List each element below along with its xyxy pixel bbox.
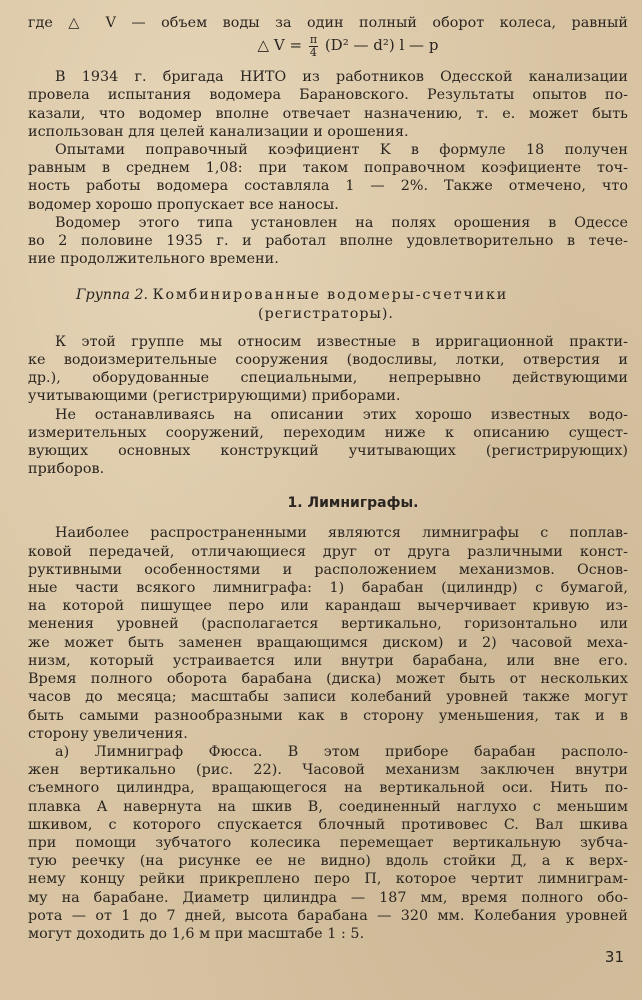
text-line: съемного цилиндра, вращающегося на вертикальной оси. Нить по- bbox=[28, 780, 628, 797]
text-line: водомер хорошо пропускает все наносы. bbox=[28, 196, 339, 213]
paragraph bbox=[28, 214, 628, 269]
group-title bbox=[28, 286, 628, 304]
text-line: провела испытания водомера Барановского. Результаты опытов по- bbox=[28, 87, 628, 104]
text-line: др.), оборудованные специальными, непрерывно действующими bbox=[28, 370, 628, 387]
text-line: ность работы водомера составляла 1 — 2%. Также отмечено, что bbox=[28, 178, 628, 195]
text-line: на которой пишущее перо или карандаш вычерчивает кривую из- bbox=[28, 598, 628, 615]
text-line: нему концу рейки прикреплено перо П, которое чертит лимниграм- bbox=[28, 871, 628, 888]
paragraph bbox=[28, 333, 628, 406]
text-line: вующих основных конструкций учитывающих (регистрирующих) bbox=[28, 443, 628, 460]
text-line: могут доходить до 1,6 м при масштабе 1 : 5. bbox=[28, 925, 365, 942]
text-line: менения уровней (располагается вертикально, горизонтально или bbox=[28, 616, 628, 633]
text-line: К этой группе мы относим известные в ирригационной практи- bbox=[55, 333, 628, 350]
section-heading: 1. Лимниграфы. bbox=[287, 495, 419, 512]
text-line: Время полного оборота барабана (диска) может быть от нескольких bbox=[28, 671, 628, 688]
text-line: му на барабане. Диаметр цилиндра — 187 мм, время полного обо- bbox=[28, 889, 628, 906]
formula-fraction bbox=[309, 34, 318, 59]
group-title-continuation: (регистраторы). bbox=[258, 305, 394, 322]
text-line: во 2 половине 1935 г. и работал вполне удовлетворительно в тече- bbox=[28, 233, 628, 250]
paragraph bbox=[28, 524, 628, 742]
group-label: Группа 2. bbox=[76, 287, 149, 304]
text-line bbox=[28, 743, 628, 761]
text-line: шкивом, с которого спускается блочный противовес C. Вал шкива bbox=[28, 816, 628, 833]
fraction-denominator: 4 bbox=[309, 45, 317, 59]
text-line: Опытами поправочный коэфициент K в формуле 18 получен bbox=[55, 142, 628, 159]
text-line: же может быть заменен вращающимся диском) и 2) часовой меха- bbox=[28, 634, 628, 651]
text-line: руктивными особенностями и расположением механизмов. Основ- bbox=[28, 561, 628, 578]
group-title-text: Комбинированные водомеры-счетчики bbox=[152, 287, 509, 304]
text-line: приборов. bbox=[28, 461, 105, 478]
formula-rhs: (D² — d²) l — p bbox=[324, 36, 439, 55]
text-line: учитывающими (регистрирующими) приборами. bbox=[28, 388, 401, 405]
paragraph-line-text: а) Лимниграф Фюсса. В этом приборе барабан располо- bbox=[55, 743, 628, 760]
text-line: использован для целей канализации и орошения. bbox=[28, 123, 409, 140]
text-line: быть самыми разнообразными как в сторону уменьшения, так и в bbox=[28, 707, 628, 724]
text-line: плавка A навернута на шкив B, соединенный наглухо с меньшим bbox=[28, 798, 628, 815]
paragraph bbox=[28, 141, 628, 214]
text-line: измерительных сооружений, переходим ниже к описанию сущест- bbox=[28, 424, 628, 441]
text-line: рота — от 1 до 7 дней, высота барабана — 320 мм. Колебания уровней bbox=[28, 907, 628, 924]
text-line: ные части всякого лимниграфа: 1) барабан (цилиндр) с бумагой, bbox=[28, 580, 628, 597]
fraction-numerator: π bbox=[309, 32, 318, 46]
text-line: ке водоизмерительные сооружения (водосливы, лотки, отверстия и bbox=[28, 352, 628, 369]
text-line: сторону увеличения. bbox=[28, 725, 188, 742]
paragraph bbox=[28, 743, 628, 943]
text-line: тую реечку (на рисунке ее не видно) вдоль стойки Д, а к верх- bbox=[28, 853, 628, 870]
page-number: 31 bbox=[604, 948, 624, 966]
text-line: равным в среднем 1,08: при таком поправочном коэфициенте точ- bbox=[28, 160, 628, 177]
formula-lhs: △ V = bbox=[257, 36, 303, 55]
text-line: Водомер этого типа установлен на полях орошения в Одессе bbox=[55, 214, 628, 231]
text-line: жен вертикально (рис. 22). Часовой механизм заключен внутри bbox=[28, 762, 628, 779]
text-line: казали, что водомер вполне отвечает назначению, т. е. может быть bbox=[28, 105, 628, 122]
text-line: ние продолжительного времени. bbox=[28, 251, 279, 268]
text-line: Наиболее распространенными являются лимниграфы с поплав- bbox=[55, 525, 628, 542]
paragraph bbox=[28, 406, 628, 479]
text-line: Не останавливаясь на описании этих хорошо известных водо- bbox=[55, 406, 628, 423]
paragraph bbox=[28, 68, 628, 141]
text-line: В 1934 г. бригада НИТО из работников Одесской канализации bbox=[55, 69, 628, 86]
text-line: ковой передачей, отличающиеся друг от друга различными конст- bbox=[28, 543, 628, 560]
text-line: часов до месяца; масштабы записи колебаний уровней также могут bbox=[28, 689, 628, 706]
text-line: при помощи зубчатого колесика перемещает вертикальную зубча- bbox=[28, 834, 628, 851]
text-line: низм, который устраивается или внутри барабана, или вне его. bbox=[28, 652, 628, 669]
formula bbox=[28, 32, 628, 62]
text-line: где △ V — объем воды за один полный оборот колеса, равный bbox=[28, 15, 628, 31]
